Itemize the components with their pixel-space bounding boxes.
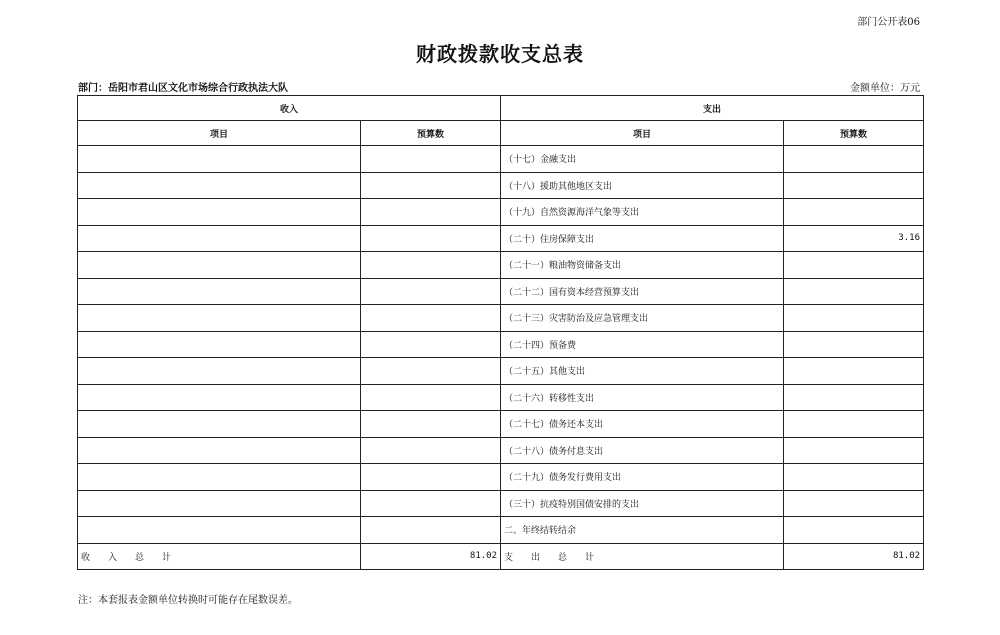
income-item-cell bbox=[78, 278, 361, 305]
expense-item-cell: （十七）金融支出 bbox=[501, 146, 784, 173]
expense-budget-cell bbox=[784, 146, 924, 173]
income-item-cell bbox=[78, 225, 361, 252]
table-row bbox=[78, 331, 924, 358]
expense-item-cell: （二十一）粮油物资储备支出 bbox=[501, 252, 784, 279]
expense-budget-cell bbox=[784, 278, 924, 305]
expense-budget-cell bbox=[784, 411, 924, 438]
table-row bbox=[78, 437, 924, 464]
section-header-row bbox=[78, 96, 924, 121]
expense-item-cell: （二十二）国有资本经营预算支出 bbox=[501, 278, 784, 305]
income-item-cell: 收 入 总 计 bbox=[78, 543, 361, 570]
income-budget-cell bbox=[361, 358, 501, 385]
expense-item-cell: （二十四）预备费 bbox=[501, 331, 784, 358]
form-number: 部门公开表06 bbox=[857, 17, 920, 28]
income-budget-cell bbox=[361, 252, 501, 279]
income-budget-cell bbox=[361, 517, 501, 544]
expense-budget-cell bbox=[784, 172, 924, 199]
department-label: 部门：岳阳市君山区文化市场综合行政执法大队 bbox=[78, 83, 288, 94]
income-item-cell bbox=[78, 384, 361, 411]
total-row bbox=[78, 543, 924, 570]
expense-budget-cell bbox=[784, 490, 924, 517]
expense-budget-cell bbox=[784, 358, 924, 385]
expense-item-cell: 支 出 总 计 bbox=[501, 543, 784, 570]
income-item-cell bbox=[78, 517, 361, 544]
income-item-cell bbox=[78, 199, 361, 226]
expense-item-cell: （二十八）债务付息支出 bbox=[501, 437, 784, 464]
expense-budget-cell bbox=[784, 305, 924, 332]
expense-item-cell: （二十五）其他支出 bbox=[501, 358, 784, 385]
income-budget-cell bbox=[361, 490, 501, 517]
income-item-cell bbox=[78, 411, 361, 438]
table-row bbox=[78, 384, 924, 411]
income-budget-cell bbox=[361, 305, 501, 332]
expense-item-cell: （二十九）债务发行费用支出 bbox=[501, 464, 784, 491]
income-budget-header: 预算数 bbox=[361, 121, 501, 146]
income-item-cell bbox=[78, 305, 361, 332]
income-item-cell bbox=[78, 464, 361, 491]
expense-budget-cell bbox=[784, 517, 924, 544]
table-row bbox=[78, 464, 924, 491]
budget-summary-table bbox=[77, 95, 924, 570]
table-row bbox=[78, 490, 924, 517]
expense-budget-cell bbox=[784, 252, 924, 279]
expense-item-cell: （二十三）灾害防治及应急管理支出 bbox=[501, 305, 784, 332]
table-row bbox=[78, 517, 924, 544]
expense-item-cell: （二十七）债务还本支出 bbox=[501, 411, 784, 438]
income-item-cell bbox=[78, 490, 361, 517]
income-budget-cell bbox=[361, 199, 501, 226]
income-section-header: 收入 bbox=[78, 96, 501, 121]
expense-item-cell: （二十）住房保障支出 bbox=[501, 225, 784, 252]
income-item-cell bbox=[78, 437, 361, 464]
income-budget-cell bbox=[361, 225, 501, 252]
table-row bbox=[78, 225, 924, 252]
table-row bbox=[78, 172, 924, 199]
income-item-cell bbox=[78, 331, 361, 358]
expense-item-cell: （十九）自然资源海洋气象等支出 bbox=[501, 199, 784, 226]
expense-budget-cell bbox=[784, 437, 924, 464]
expense-item-cell: （十八）援助其他地区支出 bbox=[501, 172, 784, 199]
income-item-cell bbox=[78, 146, 361, 173]
income-budget-cell bbox=[361, 437, 501, 464]
table-row bbox=[78, 252, 924, 279]
income-budget-cell bbox=[361, 331, 501, 358]
expense-item-cell: （三十）抗疫特别国债安排的支出 bbox=[501, 490, 784, 517]
income-budget-cell bbox=[361, 464, 501, 491]
table-row bbox=[78, 305, 924, 332]
expense-budget-header: 预算数 bbox=[784, 121, 924, 146]
expense-budget-cell bbox=[784, 464, 924, 491]
income-budget-cell: 81.02 bbox=[361, 543, 501, 570]
table-row bbox=[78, 146, 924, 173]
expense-section-header: 支出 bbox=[501, 96, 924, 121]
income-budget-cell bbox=[361, 384, 501, 411]
income-budget-cell bbox=[361, 146, 501, 173]
table-row bbox=[78, 358, 924, 385]
table-row bbox=[78, 278, 924, 305]
expense-budget-cell bbox=[784, 331, 924, 358]
column-header-row bbox=[78, 121, 924, 146]
table-row bbox=[78, 411, 924, 438]
footnote: 注：本套报表金额单位转换时可能存在尾数误差。 bbox=[78, 595, 298, 606]
income-item-header: 项目 bbox=[78, 121, 361, 146]
income-budget-cell bbox=[361, 172, 501, 199]
table-row bbox=[78, 199, 924, 226]
expense-budget-cell bbox=[784, 199, 924, 226]
expense-budget-cell: 3.16 bbox=[784, 225, 924, 252]
page-title: 财政拨款收支总表 bbox=[416, 42, 584, 66]
expense-item-header: 项目 bbox=[501, 121, 784, 146]
income-budget-cell bbox=[361, 278, 501, 305]
income-budget-cell bbox=[361, 411, 501, 438]
income-item-cell bbox=[78, 252, 361, 279]
expense-item-cell: 二、年终结转结余 bbox=[501, 517, 784, 544]
income-item-cell bbox=[78, 172, 361, 199]
expense-budget-cell bbox=[784, 384, 924, 411]
expense-item-cell: （二十六）转移性支出 bbox=[501, 384, 784, 411]
amount-unit-label: 金额单位：万元 bbox=[850, 83, 920, 94]
expense-budget-cell: 81.02 bbox=[784, 543, 924, 570]
income-item-cell bbox=[78, 358, 361, 385]
